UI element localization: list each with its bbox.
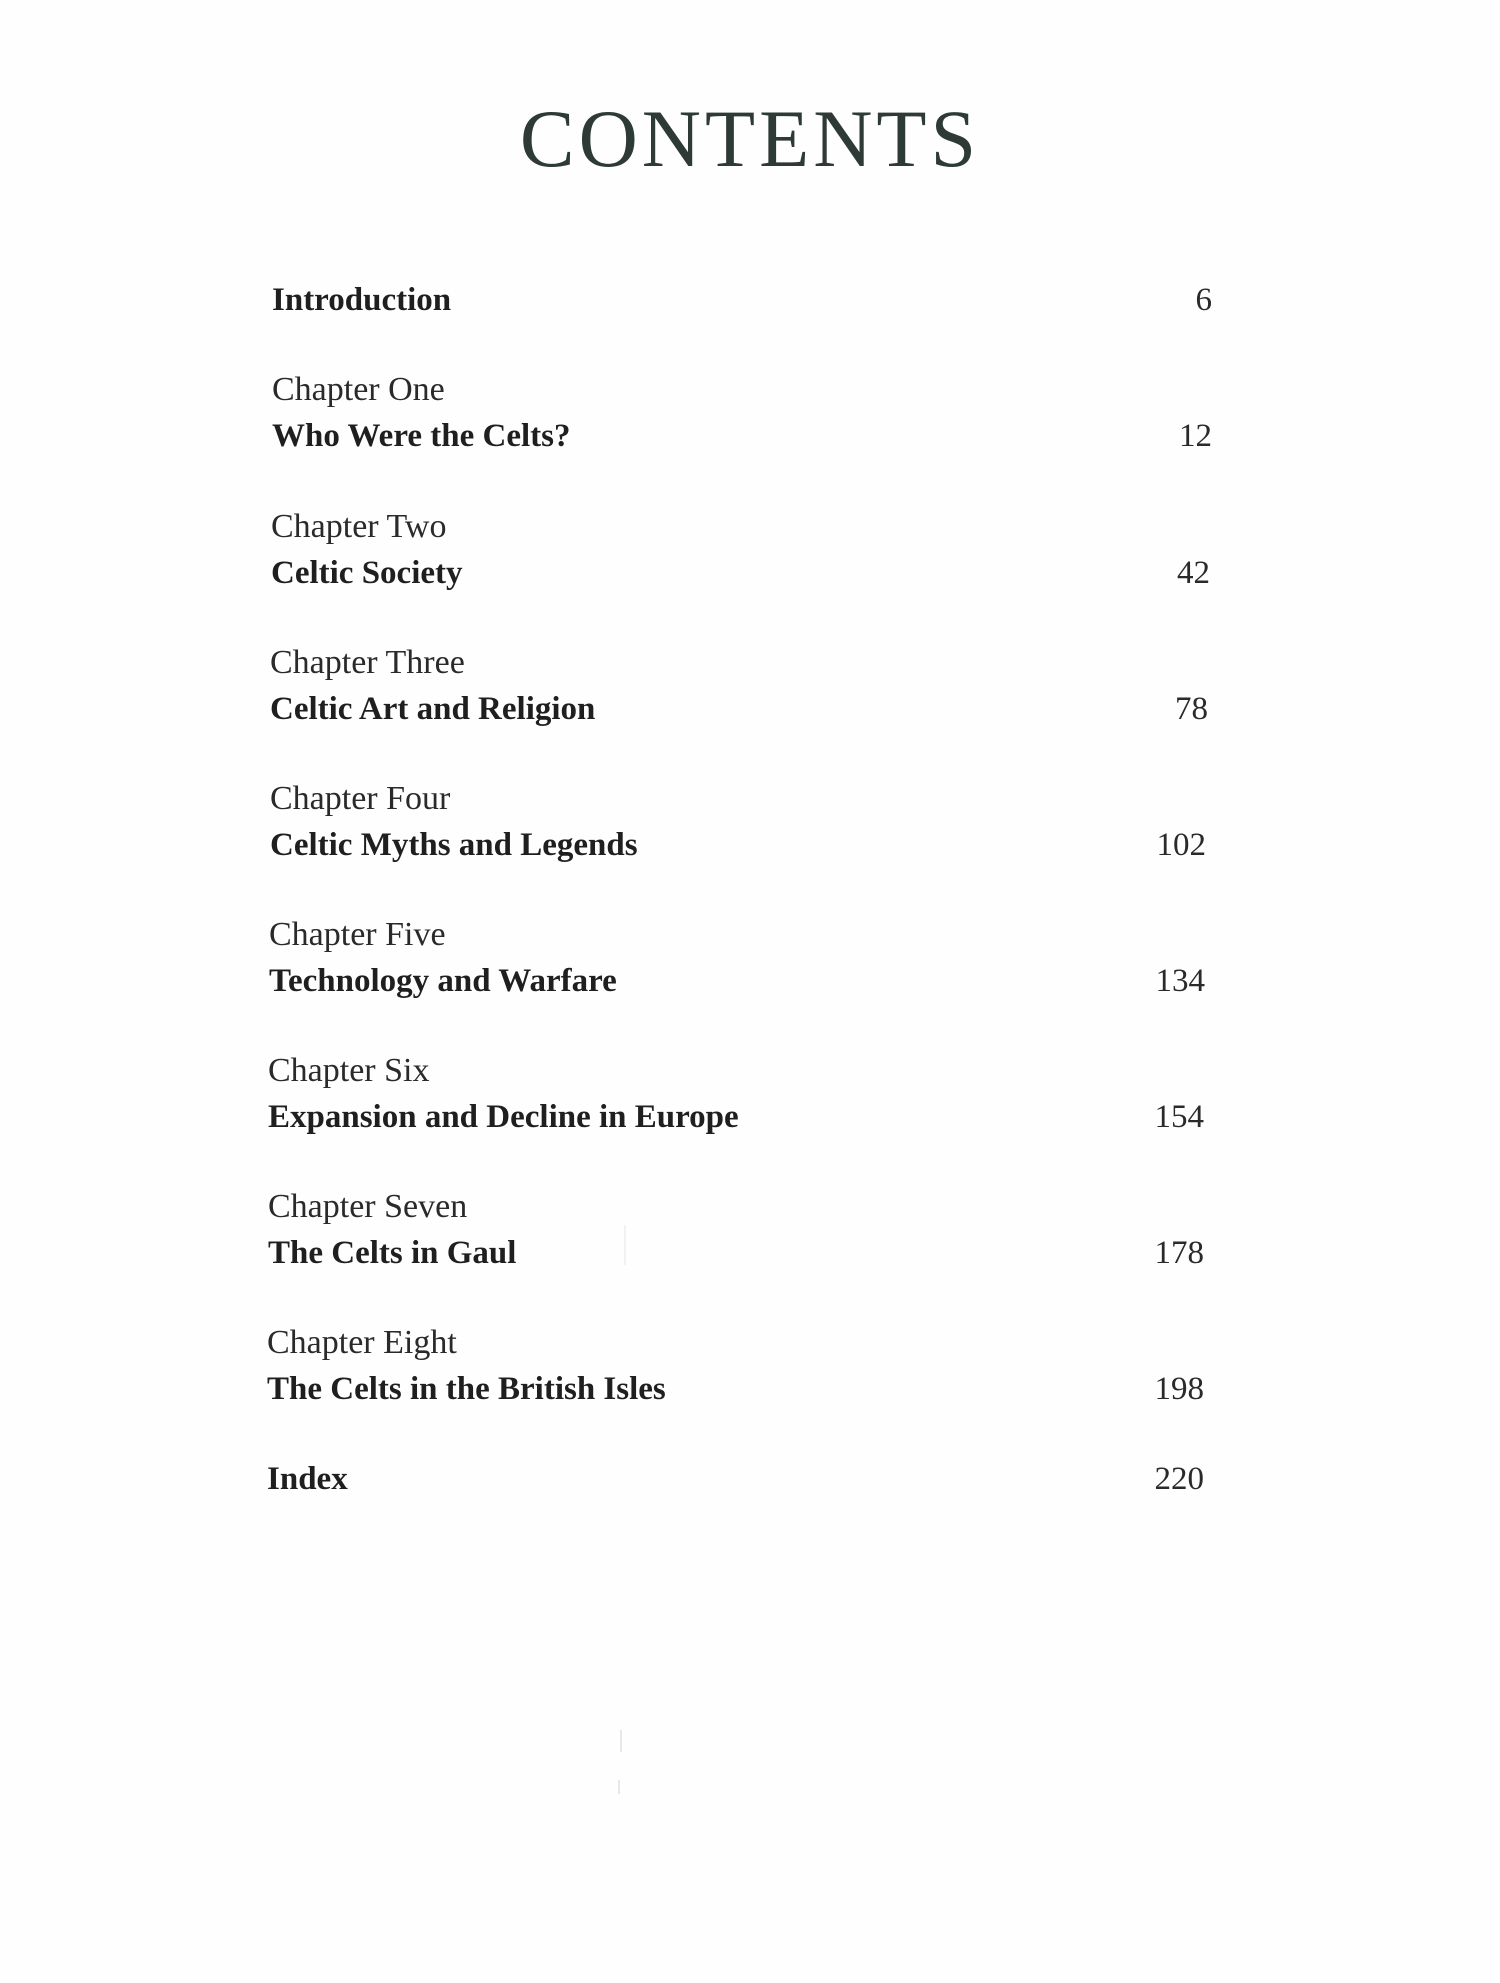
toc-entry-title: Celtic Art and Religion (270, 691, 596, 727)
toc-entry-title: Technology and Warfare (269, 963, 617, 999)
toc-entry-chapter-five (269, 913, 1205, 1005)
toc-entry-chapter-four (270, 777, 1206, 869)
toc-page-number: 12 (1179, 418, 1212, 454)
toc-entry-title: Celtic Myths and Legends (270, 827, 638, 863)
toc-entry-chapter-one (272, 368, 1212, 460)
toc-entry-chapter-three (270, 641, 1208, 733)
toc-entry-row (268, 1231, 1204, 1277)
toc-entry-row (271, 551, 1210, 597)
toc-entry-title: Index (267, 1461, 348, 1497)
toc-entry-title: The Celts in the British Isles (267, 1371, 666, 1407)
page-title: CONTENTS (519, 93, 981, 184)
toc-page-number: 198 (1154, 1371, 1204, 1407)
toc-chapter-label: Chapter Four (270, 780, 451, 817)
toc-chapter-label: Chapter One (272, 371, 445, 408)
toc-entry-chapter-two (271, 505, 1210, 597)
toc-entry-row (269, 959, 1205, 1005)
toc-entry-index (267, 1457, 1204, 1503)
toc-entry-chapter-six (268, 1049, 1204, 1141)
toc-entry-row (267, 1457, 1204, 1503)
toc-chapter-label: Chapter Eight (267, 1324, 457, 1361)
toc-page-number: 178 (1154, 1235, 1204, 1271)
toc-entry-row (272, 414, 1212, 460)
toc-page-number: 220 (1154, 1461, 1204, 1497)
toc-page-number: 134 (1155, 963, 1205, 999)
toc-entry-title: Celtic Society (271, 555, 463, 591)
toc-page-number: 154 (1154, 1099, 1204, 1135)
scan-speck (624, 1225, 626, 1265)
toc-chapter-label: Chapter Seven (268, 1188, 468, 1225)
toc-chapter-label: Chapter Three (270, 644, 465, 681)
scan-speck (620, 1730, 622, 1752)
toc-chapter-label: Chapter Six (268, 1052, 430, 1089)
scan-speck (618, 1780, 620, 1794)
toc-entry-row (270, 687, 1208, 733)
toc-entry-row (268, 1095, 1204, 1141)
toc-chapter-label: Chapter Two (271, 508, 447, 545)
toc-entry-title: Who Were the Celts? (272, 418, 571, 454)
toc-entry-title: Expansion and Decline in Europe (268, 1099, 739, 1135)
toc-chapter-label: Chapter Five (269, 916, 446, 953)
toc-page-number: 78 (1175, 691, 1208, 727)
toc-entry-introduction (272, 278, 1212, 324)
toc-entry-row (267, 1367, 1204, 1413)
toc-entry-title: Introduction (272, 282, 452, 318)
toc-entry-title: The Celts in Gaul (268, 1235, 517, 1271)
toc-entry-row (272, 278, 1212, 324)
toc-entry-row (270, 823, 1206, 869)
toc-page-number: 102 (1156, 827, 1206, 863)
toc-entry-chapter-seven (268, 1185, 1204, 1277)
toc-entry-chapter-eight (267, 1321, 1204, 1413)
toc-page-number: 42 (1177, 555, 1210, 591)
toc-page-number: 6 (1195, 282, 1212, 318)
